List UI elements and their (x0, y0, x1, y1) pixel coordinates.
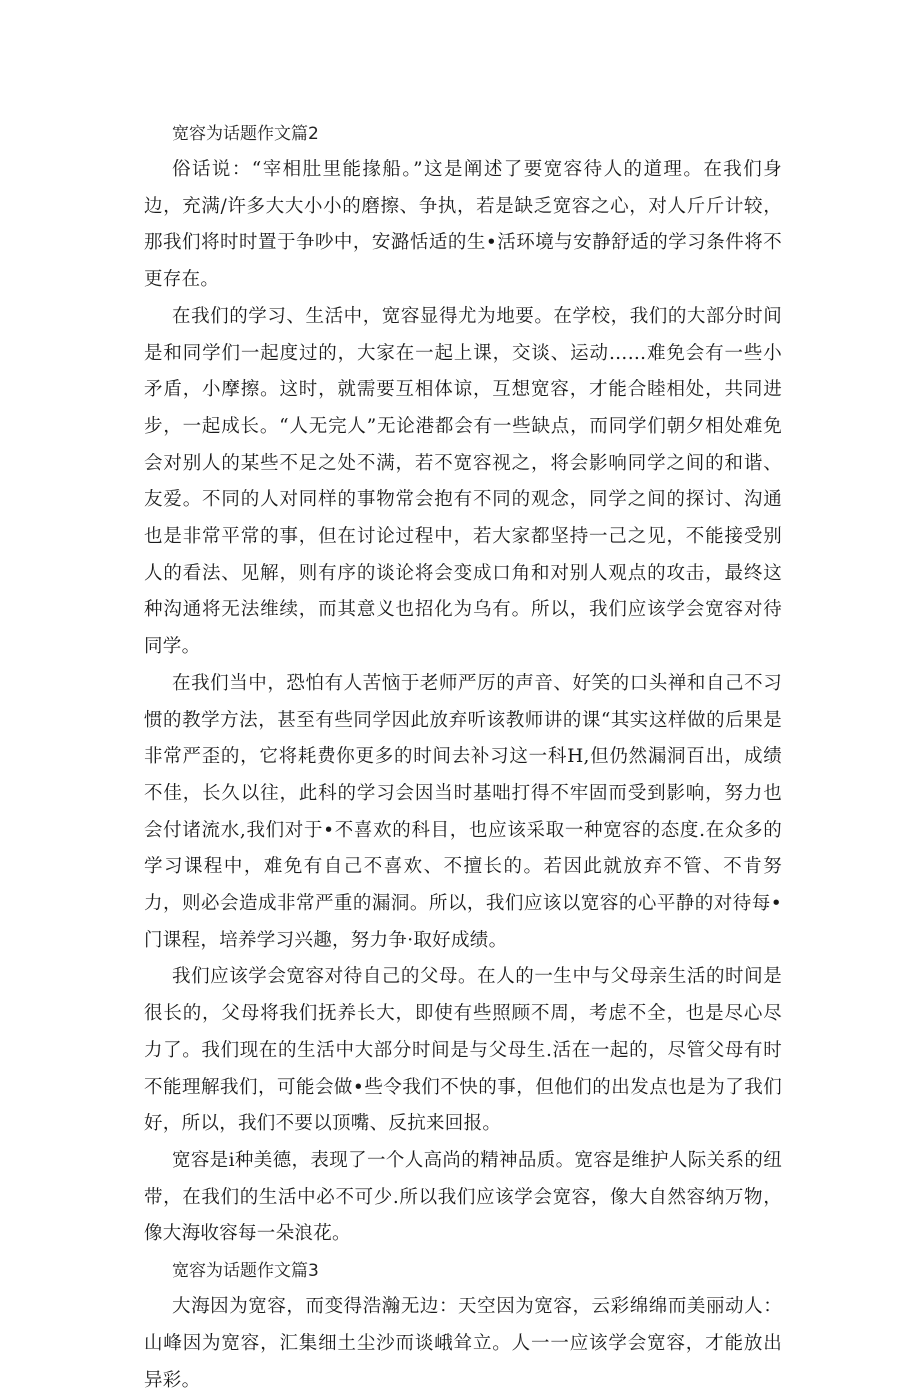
document-body (144, 116, 782, 1399)
paragraph: 在我们当中，恐怕有人苦恼于老师严厉的声音、好笑的口头禅和自己不习惯的教学方法，甚至有些同学因此放弃听该教师讲的课“其实这样做的后果是非常严歪的，它将耗费你更多的时间去补习这一科H,但仍然漏洞百出，成绩不佳，长久以往，此科的学习会因当时基咄打得不牢固而受到影响，努力也会付诸流水,我们对于•不喜欢的科目，也应该采取一种宽容的态度.在众多的学习课程中，难免有自己不喜欢、不擅长的。若因此就放弃不管、不肯努力，则必会造成非常严重的漏洞。所以，我们应该以宽容的心平静的对待每•门课程，培养学习兴趣，努力争·取好成绩。 (144, 672, 782, 951)
paragraph: 我们应该学会宽容对待自己的父母。在人的一生中与父母亲生活的时间是很长的，父母将我们抚养长大，即使有些照顾不周，考虑不全，也是尽心尽力了。我们现在的生活中大部分时间是与父母生.活在一起的，尽管父母有时不能理解我们，可能会做•些令我们不快的事，但他们的出发点也是为了我们好，所以，我们不要以顶嘴、反抗来回报。 (144, 966, 782, 1135)
paragraph: 俗话说：“宰相肚里能掾船。”这是阐述了要宽容待人的道理。在我们身边，充满/许多大大小小的磨擦、争执，若是缺乏宽容之心，对人斤斤计较，那我们将时时置于争吵中，安潞恬适的生•活环境与安静舒适的学习条件将不更存在。 (144, 159, 782, 291)
section-heading: 宽容为话题作文篇2 (172, 124, 319, 144)
section-heading: 宽容为话题作文篇3 (172, 1261, 319, 1282)
paragraph: 在我们的学习、生活中，宽容显得尤为地要。在学校，我们的大部分时间是和同学们一起度过的，大家在一起上课，交谈、运动……难免会有一些小矛盾，小摩擦。这时，就需要互相体谅，互想宽容，才能合睦相处，共同进步，一起成长。“人无完人”无论港都会有一些缺点，而同学们朝夕相处难免会对别人的某些不足之处不满，若不宽容视之，将会影响同学之间的和谐、友爱。不同的人对同样的事物常会抱有不同的观念，同学之间的探讨、沟通也是非常平常的事，但在讨论过程中，若大家都坚持一己之见，不能接受别人的看法、见解，则有序的谈论将会变成口角和对别人观点的攻击，最终这种沟通将无法维续，而其意义也招化为乌有。所以，我们应该学会宽容对待同学。 (144, 305, 782, 658)
paragraph: 宽容是i种美德，表现了一个人高尚的精神品质。宽容是维护人际关系的纽带，在我们的生活中必不可少.所以我们应该学会宽容，像大自然容纳万物，像大海收容每一朵浪花。 (144, 1149, 782, 1245)
paragraph: 大海因为宽容，而变得浩瀚无边：天空因为宽容，云彩绵绵而美丽动人：山峰因为宽容，汇集细土尘沙而谈峨耸立。人一一应该学会宽容，才能放出异彩。 (144, 1296, 782, 1391)
